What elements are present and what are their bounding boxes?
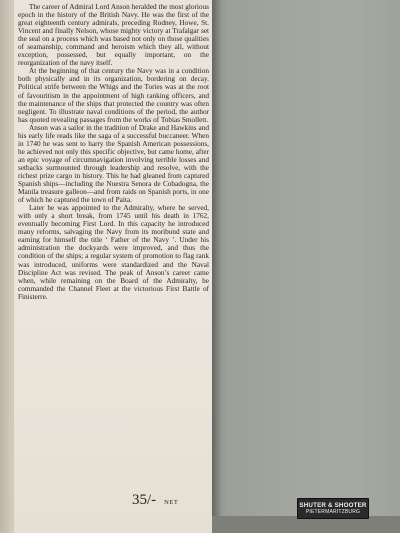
blurb-paragraph: At the beginning of that century the Navy was in a condition both physically and in its organization, bordering on decay. Political strife between the Whigs and the Tories was at the root of favouritism in the appointment of high ranking officers, and the maintenance of the ships that protected the country was often negligent. To illustrate naval conditions of the period, the author has quoted revealing passages from the works of Tobias Smollett.	[18, 67, 209, 124]
blurb-paragraph: Later he was appointed to the Admiralty, where he served, with only a short break, from 1745 until his death in 1762, eventually becoming First Lord. In this capacity he introduced many reforms, salvaging the Navy from its moribund state and earning for himself the title ‘ Father of the Navy ’. Under his administration the dockyards were improved, and thus the condition of the ships; a regular system of promotion to flag rank was introduced, uniforms were standardized and the Naval Discipline Act was revised. The peak of Anson’s career came when, while remaining on the Board of the Admiralty, he commanded the Channel Fleet at the victorious First Battle of Finisterre.	[18, 204, 209, 301]
dust-jacket-flap	[14, 0, 212, 533]
sticker-city: PIETERMARITZBURG	[305, 508, 361, 515]
blurb-text	[18, 3, 209, 301]
sticker-name: SHUTER & SHOOTER	[299, 501, 367, 509]
price-row	[132, 492, 178, 509]
price-label: 35/-	[132, 492, 157, 508]
page-edge-strip	[0, 0, 14, 533]
book-board	[212, 0, 400, 533]
blurb-paragraph: Anson was a sailor in the tradition of Drake and Hawkins and his early life reads like the saga of a successful buccaneer. When in 1740 he was sent to harry the Spanish American possessions, he achieved not only this specific objective, but came home, after an epic voyage of circumnavigation involving terrible losses and setbacks surmounted through leadership and resolve, with the richest prize cargo in history. This he had gleaned from captured Spanish ships—including the Nuestra Senora de Cobadogna, the Manila treasure galleon—and from raids on Spanish ports, in one of which he captured the town of Paita.	[18, 123, 209, 205]
net-label: NET	[164, 499, 179, 506]
bookseller-sticker	[297, 498, 369, 519]
board-shadow	[212, 0, 222, 533]
blurb-paragraph: The career of Admiral Lord Anson heralded the most glorious epoch in the history of the British Navy. He was the first of the great eighteenth century admirals, preceding Rodney, Howe, St. Vincent and finally Nelson, whose mighty victory at Trafalgar set the seal on a process which was based not only on those qualities of seamanship, command and heroism which they all, without exception, possessed, but equally important, on the reorganization of the navy itself.	[18, 3, 209, 68]
